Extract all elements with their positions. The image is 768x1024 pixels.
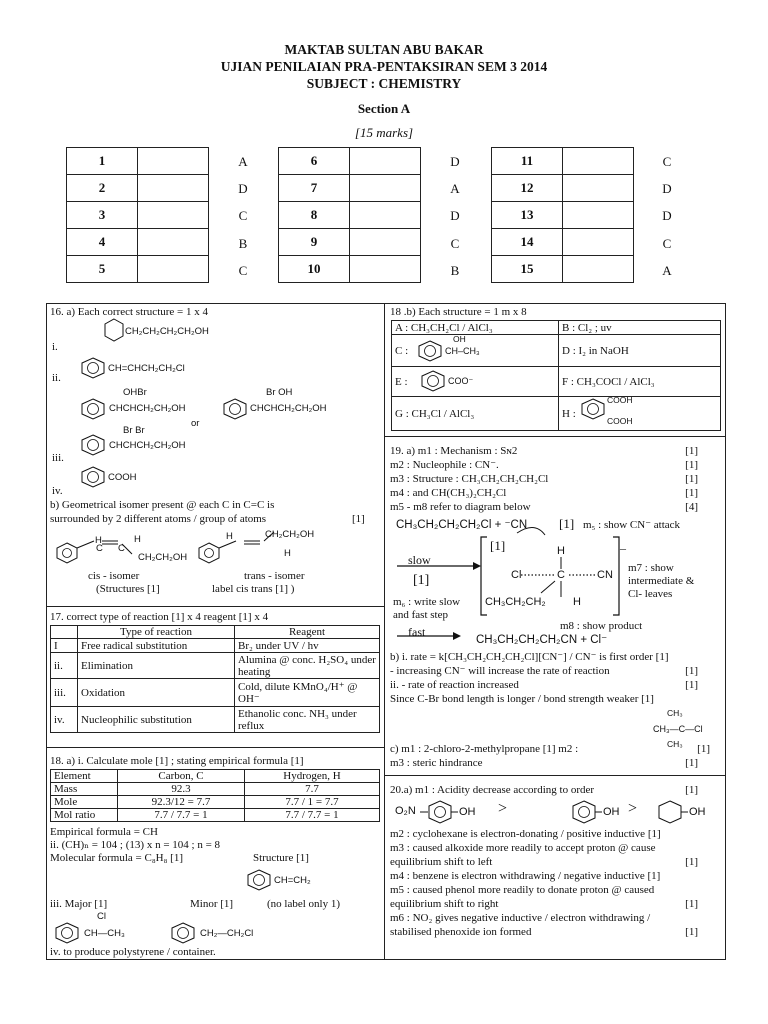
question-number: 14: [492, 229, 563, 256]
answer-letter: D: [662, 208, 672, 223]
q18b-heading: 18 .b) Each structure = 1 m x 8: [390, 306, 527, 318]
col-reagent: Reagent: [235, 626, 380, 639]
q18a-ii: ii. (CH)ₙ = 104 ; (13) x n = 104 ; n = 8: [50, 839, 221, 851]
q16-br-c-top: Br Br: [123, 425, 145, 436]
cell: Mol ratio: [51, 809, 118, 822]
mark: [1]: [685, 487, 698, 499]
question-number: 13: [492, 202, 563, 229]
trans-note: label cis trans [1] ): [212, 583, 295, 595]
cis-chain: CH₂CH₂OH: [138, 552, 188, 563]
answer-letter: C: [238, 263, 248, 278]
mech-reactant: CH₃CH₂CH₂CH₂Cl + ⁻CN: [396, 519, 528, 531]
mark: [1]: [685, 445, 698, 457]
answer-letter: B: [238, 236, 248, 251]
answer-letter: D: [662, 181, 672, 196]
row-reagent: Alumina @ conc. H₂SO₄ under heating: [235, 653, 380, 679]
mark: [1]: [685, 679, 698, 691]
q16-heading: 16. a) Each correct structure = 1 x 4: [50, 306, 208, 318]
h-top: COOH: [607, 395, 633, 405]
table-cell: [51, 626, 78, 639]
q19-b4: Since C-Br bond length is longer / bond strength weaker [1]: [390, 693, 654, 705]
table-row: [51, 783, 380, 796]
q16-br-b-chain: CHCHCH₂CH₂OH: [250, 403, 327, 414]
m5-note: m₅ : show CN⁻ attack: [583, 519, 681, 531]
q20-m6b: stabilised phenoxide ion formed: [390, 926, 532, 938]
table-row: [51, 639, 380, 653]
q17-table: [50, 625, 380, 733]
m7-a: m7 : show: [628, 562, 674, 574]
table-row: [51, 653, 380, 679]
tb-mid: CH₃—C—Cl: [653, 724, 703, 734]
table-row: [51, 679, 380, 707]
cis-note: (Structures [1]: [96, 583, 160, 595]
table-row: [279, 229, 421, 256]
benzene-ring-icon: [417, 340, 443, 362]
q16-i-label: i.: [52, 341, 58, 353]
q20-m6a: m6 : NO₂ gives negative inductive / electron withdrawing /: [390, 912, 651, 924]
answer-box: [563, 202, 634, 229]
trans-h: H: [226, 531, 233, 542]
table-row: [51, 707, 380, 733]
benzene-ring-icon: [80, 357, 106, 379]
subject-title: SUBJECT : CHEMISTRY: [306, 76, 462, 91]
question-number: 11: [492, 148, 563, 175]
tb-ch3-bot: CH₃: [667, 739, 683, 749]
cell-b: B : Cl₂ ; uv: [559, 321, 721, 335]
tb-ch3-top: CH₃: [667, 708, 683, 718]
ts-cl: Cl: [511, 569, 522, 581]
mech-mark: [1]: [559, 516, 575, 531]
q19-b3: ii. - rate of reaction increased: [390, 679, 519, 691]
answer-letter: B: [450, 263, 460, 278]
q19-a2: m2 : Nucleophile : CN⁻.: [390, 459, 499, 471]
fast-label: fast: [408, 625, 426, 639]
q19-a5: m5 - m8 refer to diagram below: [390, 501, 531, 513]
divider: [46, 606, 384, 607]
question-number: 7: [279, 175, 350, 202]
cis-h: H: [95, 535, 102, 546]
c-oh: OH: [453, 334, 466, 344]
mark: [1]: [685, 926, 698, 938]
cis-c2: C: [118, 543, 125, 554]
table-row: [67, 202, 209, 229]
q18a-structure: Structure [1]: [253, 852, 309, 864]
styrene-chain: CH=CH₂: [274, 875, 311, 886]
label-c: C :: [395, 344, 409, 357]
q16-b-line1: b) Geometrical isomer present @ each C in C=C is: [50, 499, 275, 511]
trans-h2: H: [284, 548, 291, 559]
question-number: 2: [67, 175, 138, 202]
exam-title: UJIAN PENILAIAN PRA-PENTAKSIRAN SEM 3 2014: [220, 59, 548, 74]
ts-mark: [1]: [490, 538, 506, 553]
question-number: 12: [492, 175, 563, 202]
question-number: 1: [67, 148, 138, 175]
row-reagent: Br₂ under UV / hv: [235, 639, 380, 653]
answer-box: [563, 256, 634, 283]
answer-box: [350, 202, 421, 229]
cell: 92.3/12 = 7.7: [118, 796, 245, 809]
q19-b2: - increasing CN⁻ will increase the rate of reaction: [390, 665, 610, 677]
trans-chain: CH₂CH₂OH: [265, 529, 315, 540]
answer-letter: A: [662, 263, 672, 278]
cis-h2: H: [134, 534, 141, 545]
answer-letter: D: [450, 154, 460, 169]
q16-br-c-chain: CHCHCH₂CH₂OH: [109, 440, 186, 451]
q20-m3a: m3 : caused alkoxide more readily to accept proton @ cause: [390, 842, 656, 854]
q20-m3b: equilibrium shift to left: [390, 856, 493, 868]
q16-br-b-top: Br OH: [266, 387, 293, 398]
q19-a1: 19. a) m1 : Mechanism : Sɴ2: [390, 445, 518, 457]
question-number: 9: [279, 229, 350, 256]
table-row: [67, 229, 209, 256]
mark: [1]: [685, 665, 698, 677]
q16-b-mark: [1]: [352, 513, 365, 525]
table-row: [51, 626, 380, 639]
answer-box: [138, 148, 209, 175]
question-number: 4: [67, 229, 138, 256]
benzene-ring-icon: [420, 370, 446, 392]
ts-charge: –: [620, 541, 626, 555]
divider: [384, 775, 726, 776]
q20-m2: m2 : cyclohexane is electron-donating / positive inductive [1]: [390, 828, 661, 840]
benzene-ring-icon: [580, 398, 606, 420]
cell-a: A : CH₃CH₂Cl / AlCl₃: [392, 321, 559, 335]
gt-1: >: [498, 800, 508, 817]
cyclohexane-icon: [104, 318, 124, 342]
answer-letter: D: [450, 208, 460, 223]
question-number: 5: [67, 256, 138, 283]
q18a-minor: Minor [1]: [190, 898, 234, 910]
cis-label: cis - isomer: [88, 570, 140, 582]
answer-letter: D: [238, 181, 248, 196]
q16-br-a-chain: CHCHCH₂CH₂OH: [109, 403, 186, 414]
mark: [1]: [697, 743, 710, 755]
answer-box: [563, 229, 634, 256]
q16-br-a-top: OHBr: [123, 387, 147, 398]
table-row: [492, 256, 634, 283]
answer-table-1: [66, 147, 209, 283]
mark: [1]: [685, 856, 698, 868]
q18a-nolabel: (no label only 1): [267, 898, 341, 910]
mark: [1]: [685, 898, 698, 910]
row-num: iii.: [51, 679, 78, 707]
row-reagent: Ethanolic conc. NH₃ under reflux: [235, 707, 380, 733]
cell: 7.7 / 7.7 = 1: [118, 809, 245, 822]
divider: [384, 436, 726, 437]
answer-table-3: [491, 147, 634, 283]
q20-m4: m4 : benzene is electron withdrawing / negative inductive [1]: [390, 870, 661, 882]
answer-box: [350, 175, 421, 202]
cell: 7.7 / 7.7 = 1: [245, 809, 380, 822]
ts-cn: CN: [597, 569, 613, 581]
cell-f: F : CH₃COCl / AlCl₃: [559, 367, 721, 397]
answer-letter: C: [662, 236, 672, 251]
major-cl: Cl: [97, 911, 106, 922]
question-number: 10: [279, 256, 350, 283]
q18a-major: iii. Major [1]: [50, 898, 108, 910]
q20-m5b: equilibrium shift to right: [390, 898, 499, 910]
q16-ii-label: ii.: [52, 372, 61, 384]
e-chain: COO⁻: [448, 376, 474, 386]
mark: [1]: [685, 784, 698, 796]
m6-b: and fast step: [393, 609, 448, 621]
answer-letter: A: [238, 154, 248, 169]
benzene-ring-icon: [246, 869, 272, 891]
cell: 7.7 / 1 = 7.7: [245, 796, 380, 809]
table-row: [67, 175, 209, 202]
ts-h2: H: [573, 596, 581, 608]
table-row: [67, 148, 209, 175]
cell-e: [392, 367, 559, 397]
question-number: 8: [279, 202, 350, 229]
q16-or: or: [191, 418, 200, 429]
oh-1: OH: [459, 806, 476, 818]
m7-c: Cl- leaves: [628, 588, 673, 600]
divider: [46, 747, 384, 748]
q16-ii-chain: CH=CHCH₂CH₂Cl: [108, 363, 185, 374]
cell: Mass: [51, 783, 118, 796]
cell: 92.3: [118, 783, 245, 796]
answer-box: [138, 175, 209, 202]
row-num: I: [51, 639, 78, 653]
table-row: [67, 256, 209, 283]
cell: Carbon, C: [118, 770, 245, 783]
benzene-ring-icon: [54, 922, 80, 944]
table-row: [51, 770, 380, 783]
minor-chain: CH₂—CH₂Cl: [200, 928, 254, 939]
slow-label: slow: [408, 553, 431, 567]
q16-i-chain: CH₂CH₂CH₂CH₂OH: [125, 326, 209, 337]
c-chain: CH–CH₃: [445, 346, 480, 356]
answer-box: [350, 256, 421, 283]
table-row: [279, 256, 421, 283]
q19-a3: m3 : Structure : CH₃CH₂CH₂CH₂Cl: [390, 473, 549, 485]
gt-2: >: [628, 800, 638, 817]
table-row: [279, 175, 421, 202]
benzene-ring-icon: [80, 398, 106, 420]
cell: 7.7: [245, 783, 380, 796]
ts-c: C: [557, 569, 565, 581]
table-row: [492, 148, 634, 175]
q18a-iv: iv. to produce polystyrene / container.: [50, 946, 216, 958]
mark: [4]: [685, 501, 698, 513]
row-num: ii.: [51, 653, 78, 679]
answer-box: [350, 148, 421, 175]
table-row: [492, 175, 634, 202]
m7-b: intermediate &: [628, 575, 695, 587]
section-a-title: Section A: [357, 101, 411, 116]
h-bot: COOH: [607, 416, 633, 426]
q18a-mf: Molecular formula = C₈H₈ [1]: [50, 852, 184, 864]
cis-isomer-structure: [56, 527, 176, 571]
answer-box: [138, 256, 209, 283]
label-h: H :: [562, 407, 576, 420]
table-row: [279, 202, 421, 229]
answer-box: [138, 202, 209, 229]
cell: Element: [51, 770, 118, 783]
q18a-heading: 18. a) i. Calculate mole [1] ; stating empirical formula [1]: [50, 755, 304, 767]
row-reagent: Cold, dilute KMnO₄/H⁺ @ OH⁻: [235, 679, 380, 707]
answer-box: [563, 175, 634, 202]
slow-mark: [1]: [413, 573, 430, 588]
answer-letter: A: [450, 181, 460, 196]
column-divider: [384, 303, 385, 960]
cell: Hydrogen, H: [245, 770, 380, 783]
table-row: [392, 397, 721, 431]
row-type: Free radical substitution: [78, 639, 235, 653]
cell: Mole: [51, 796, 118, 809]
row-type: Nucleophilic substitution: [78, 707, 235, 733]
m6-a: m₆ : write slow: [393, 596, 461, 608]
row-type: Elimination: [78, 653, 235, 679]
m8-note: m8 : show product: [560, 620, 643, 632]
table-row: [492, 229, 634, 256]
q16-b-line2: surrounded by 2 different atoms / group of atoms: [50, 513, 267, 525]
row-num: iv.: [51, 707, 78, 733]
q18a-emp: Empirical formula = CH: [50, 826, 158, 838]
answer-table-2: [278, 147, 421, 283]
question-number: 3: [67, 202, 138, 229]
oh-3: OH: [689, 806, 706, 818]
mark: [1]: [685, 757, 698, 769]
answer-letter: C: [238, 208, 248, 223]
q16-iv-chain: COOH: [108, 472, 137, 483]
school-name: MAKTAB SULTAN ABU BAKAR: [284, 42, 484, 57]
mark: [1]: [685, 473, 698, 485]
col-type: Type of reaction: [78, 626, 235, 639]
cell-g: G : CH₃Cl / AlCl₃: [392, 397, 559, 431]
table-row: [51, 796, 380, 809]
q20-m5a: m5 : caused phenol more readily to donate proton @ caused: [390, 884, 655, 896]
answer-box: [563, 148, 634, 175]
table-row: [392, 321, 721, 335]
benzene-ring-icon: [170, 922, 196, 944]
section-a-marks: [15 marks]: [354, 125, 414, 140]
q20-a1: 20.a) m1 : Acidity decrease according to order: [390, 784, 595, 796]
benzene-ring-icon: [222, 398, 248, 420]
cell-d: D : I₂ in NaOH: [559, 335, 721, 367]
trans-label: trans - isomer: [244, 570, 305, 582]
mark: [1]: [685, 459, 698, 471]
question-number: 15: [492, 256, 563, 283]
table-row: [279, 148, 421, 175]
q16-iv-label: iv.: [52, 485, 63, 497]
benzene-ring-icon: [80, 466, 106, 488]
oh-2: OH: [603, 806, 620, 818]
answer-box: [138, 229, 209, 256]
answer-box: [350, 229, 421, 256]
q19-c1: c) m1 : 2-chloro-2-methylpropane [1] m2 :: [390, 743, 579, 755]
q17-heading: 17. correct type of reaction [1] x 4 reagent [1] x 4: [50, 611, 269, 623]
mech-product: CH₃CH₂CH₂CH₂CN + Cl⁻: [476, 634, 608, 646]
no2-label: O₂N: [395, 805, 416, 817]
ts-chain: CH₃CH₂CH₂: [485, 596, 546, 608]
benzene-ring-icon: [80, 434, 106, 456]
q19-a4: m4 : and CH(CH₃)₂CH₂Cl: [390, 487, 507, 499]
q19-c2: m3 : steric hindrance: [390, 757, 483, 769]
answer-letter: C: [450, 236, 460, 251]
answer-letter: C: [662, 154, 672, 169]
question-number: 6: [279, 148, 350, 175]
q18a-table: [50, 769, 380, 822]
q19-b1: b) i. rate = k[CH₃CH₂CH₂CH₂Cl][CN⁻] / CN⁻ is first order [1]: [390, 651, 669, 663]
table-row: [51, 809, 380, 822]
major-chain: CH—CH₃: [84, 928, 125, 939]
label-e: E :: [395, 375, 408, 388]
q16-iii-label: iii.: [52, 452, 64, 464]
ts-h: H: [557, 545, 565, 557]
table-row: [492, 202, 634, 229]
cis-c1: C: [96, 543, 103, 554]
row-type: Oxidation: [78, 679, 235, 707]
